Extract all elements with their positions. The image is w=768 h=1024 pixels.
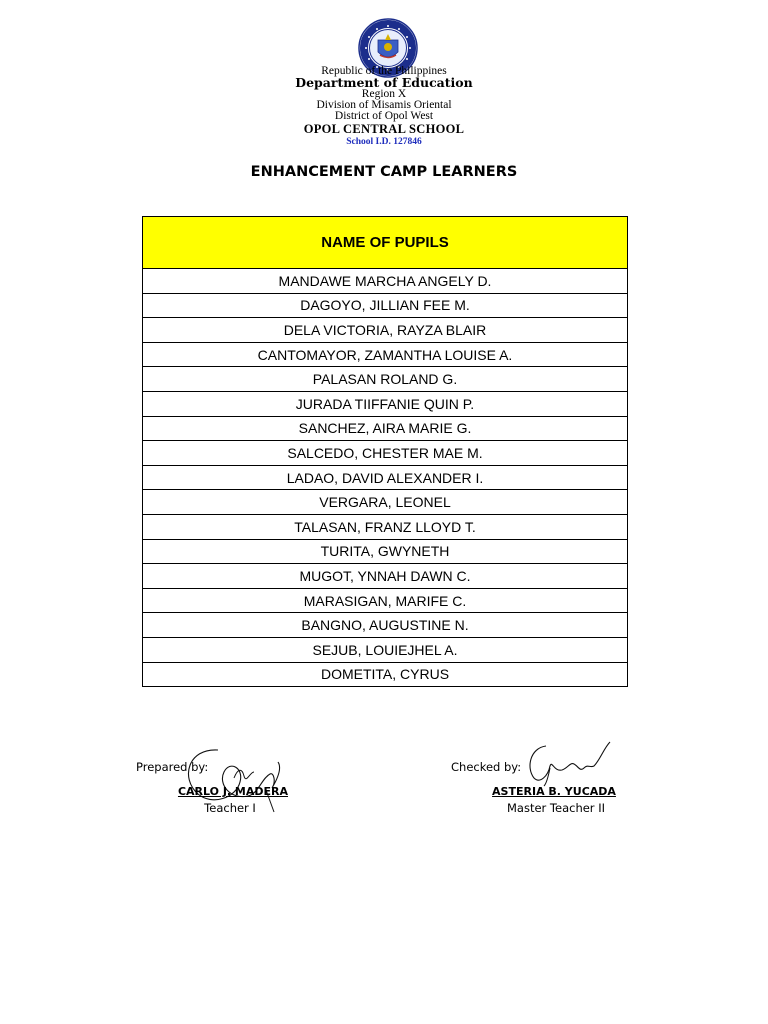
letterhead-division: Division of Misamis Oriental <box>316 99 452 111</box>
table-row <box>143 613 628 638</box>
letterhead <box>234 66 534 148</box>
pupil-name: VERGARA, LEONEL <box>143 490 628 515</box>
table-row <box>143 662 628 687</box>
table-row <box>143 342 628 367</box>
pupil-name: MANDAWE MARCHA ANGELY D. <box>143 269 628 294</box>
letterhead-department: Department of Education <box>295 75 473 90</box>
table-row <box>143 416 628 441</box>
pupil-name: SALCEDO, CHESTER MAE M. <box>143 441 628 466</box>
prepared-by-role: Teacher I <box>204 801 256 815</box>
pupil-name: MUGOT, YNNAH DAWN C. <box>143 564 628 589</box>
table-row <box>143 465 628 490</box>
table-header-name-of-pupils: NAME OF PUPILS <box>143 217 628 269</box>
pupil-name: CANTOMAYOR, ZAMANTHA LOUISE A. <box>143 342 628 367</box>
table-row <box>143 588 628 613</box>
table-row <box>143 293 628 318</box>
pupil-name: DAGOYO, JILLIAN FEE M. <box>143 293 628 318</box>
document-title: ENHANCEMENT CAMP LEARNERS <box>250 164 518 180</box>
letterhead-district: District of Opol West <box>334 110 434 122</box>
table-row <box>143 564 628 589</box>
letterhead-school: OPOL CENTRAL SCHOOL <box>303 122 465 136</box>
pupil-name: TALASAN, FRANZ LLOYD T. <box>143 514 628 539</box>
prepared-by-name: CARLO J. MADERA <box>177 785 289 798</box>
table-header-row <box>143 217 628 269</box>
checked-by-name: ASTERIA B. YUCADA <box>492 785 616 798</box>
pupil-name: TURITA, GWYNETH <box>143 539 628 564</box>
pupil-name: DOMETITA, CYRUS <box>143 662 628 687</box>
pupil-name: LADAO, DAVID ALEXANDER I. <box>143 465 628 490</box>
table-row <box>143 391 628 416</box>
prepared-by-label: Prepared by: <box>136 760 209 774</box>
letterhead-school-id: School I.D. 127846 <box>346 137 422 147</box>
table-row <box>143 514 628 539</box>
table-row <box>143 318 628 343</box>
checked-by-role: Master Teacher II <box>507 801 605 815</box>
pupil-name: MARASIGAN, MARIFE C. <box>143 588 628 613</box>
pupil-name: DELA VICTORIA, RAYZA BLAIR <box>143 318 628 343</box>
checked-by-label: Checked by: <box>451 760 522 774</box>
checked-by-signature <box>526 738 616 788</box>
table-row <box>143 269 628 294</box>
letterhead-region: Region X <box>361 88 407 100</box>
pupil-name: BANGNO, AUGUSTINE N. <box>143 613 628 638</box>
pupils-table <box>142 216 628 687</box>
table-row <box>143 367 628 392</box>
table-row <box>143 490 628 515</box>
pupil-name: PALASAN ROLAND G. <box>143 367 628 392</box>
table-row <box>143 637 628 662</box>
table-row <box>143 539 628 564</box>
pupil-name: SANCHEZ, AIRA MARIE G. <box>143 416 628 441</box>
pupil-name: JURADA TIIFFANIE QUIN P. <box>143 391 628 416</box>
table-row <box>143 441 628 466</box>
pupil-name: SEJUB, LOUIEJHEL A. <box>143 637 628 662</box>
letterhead-republic: Republic of the Philippines <box>321 65 447 77</box>
